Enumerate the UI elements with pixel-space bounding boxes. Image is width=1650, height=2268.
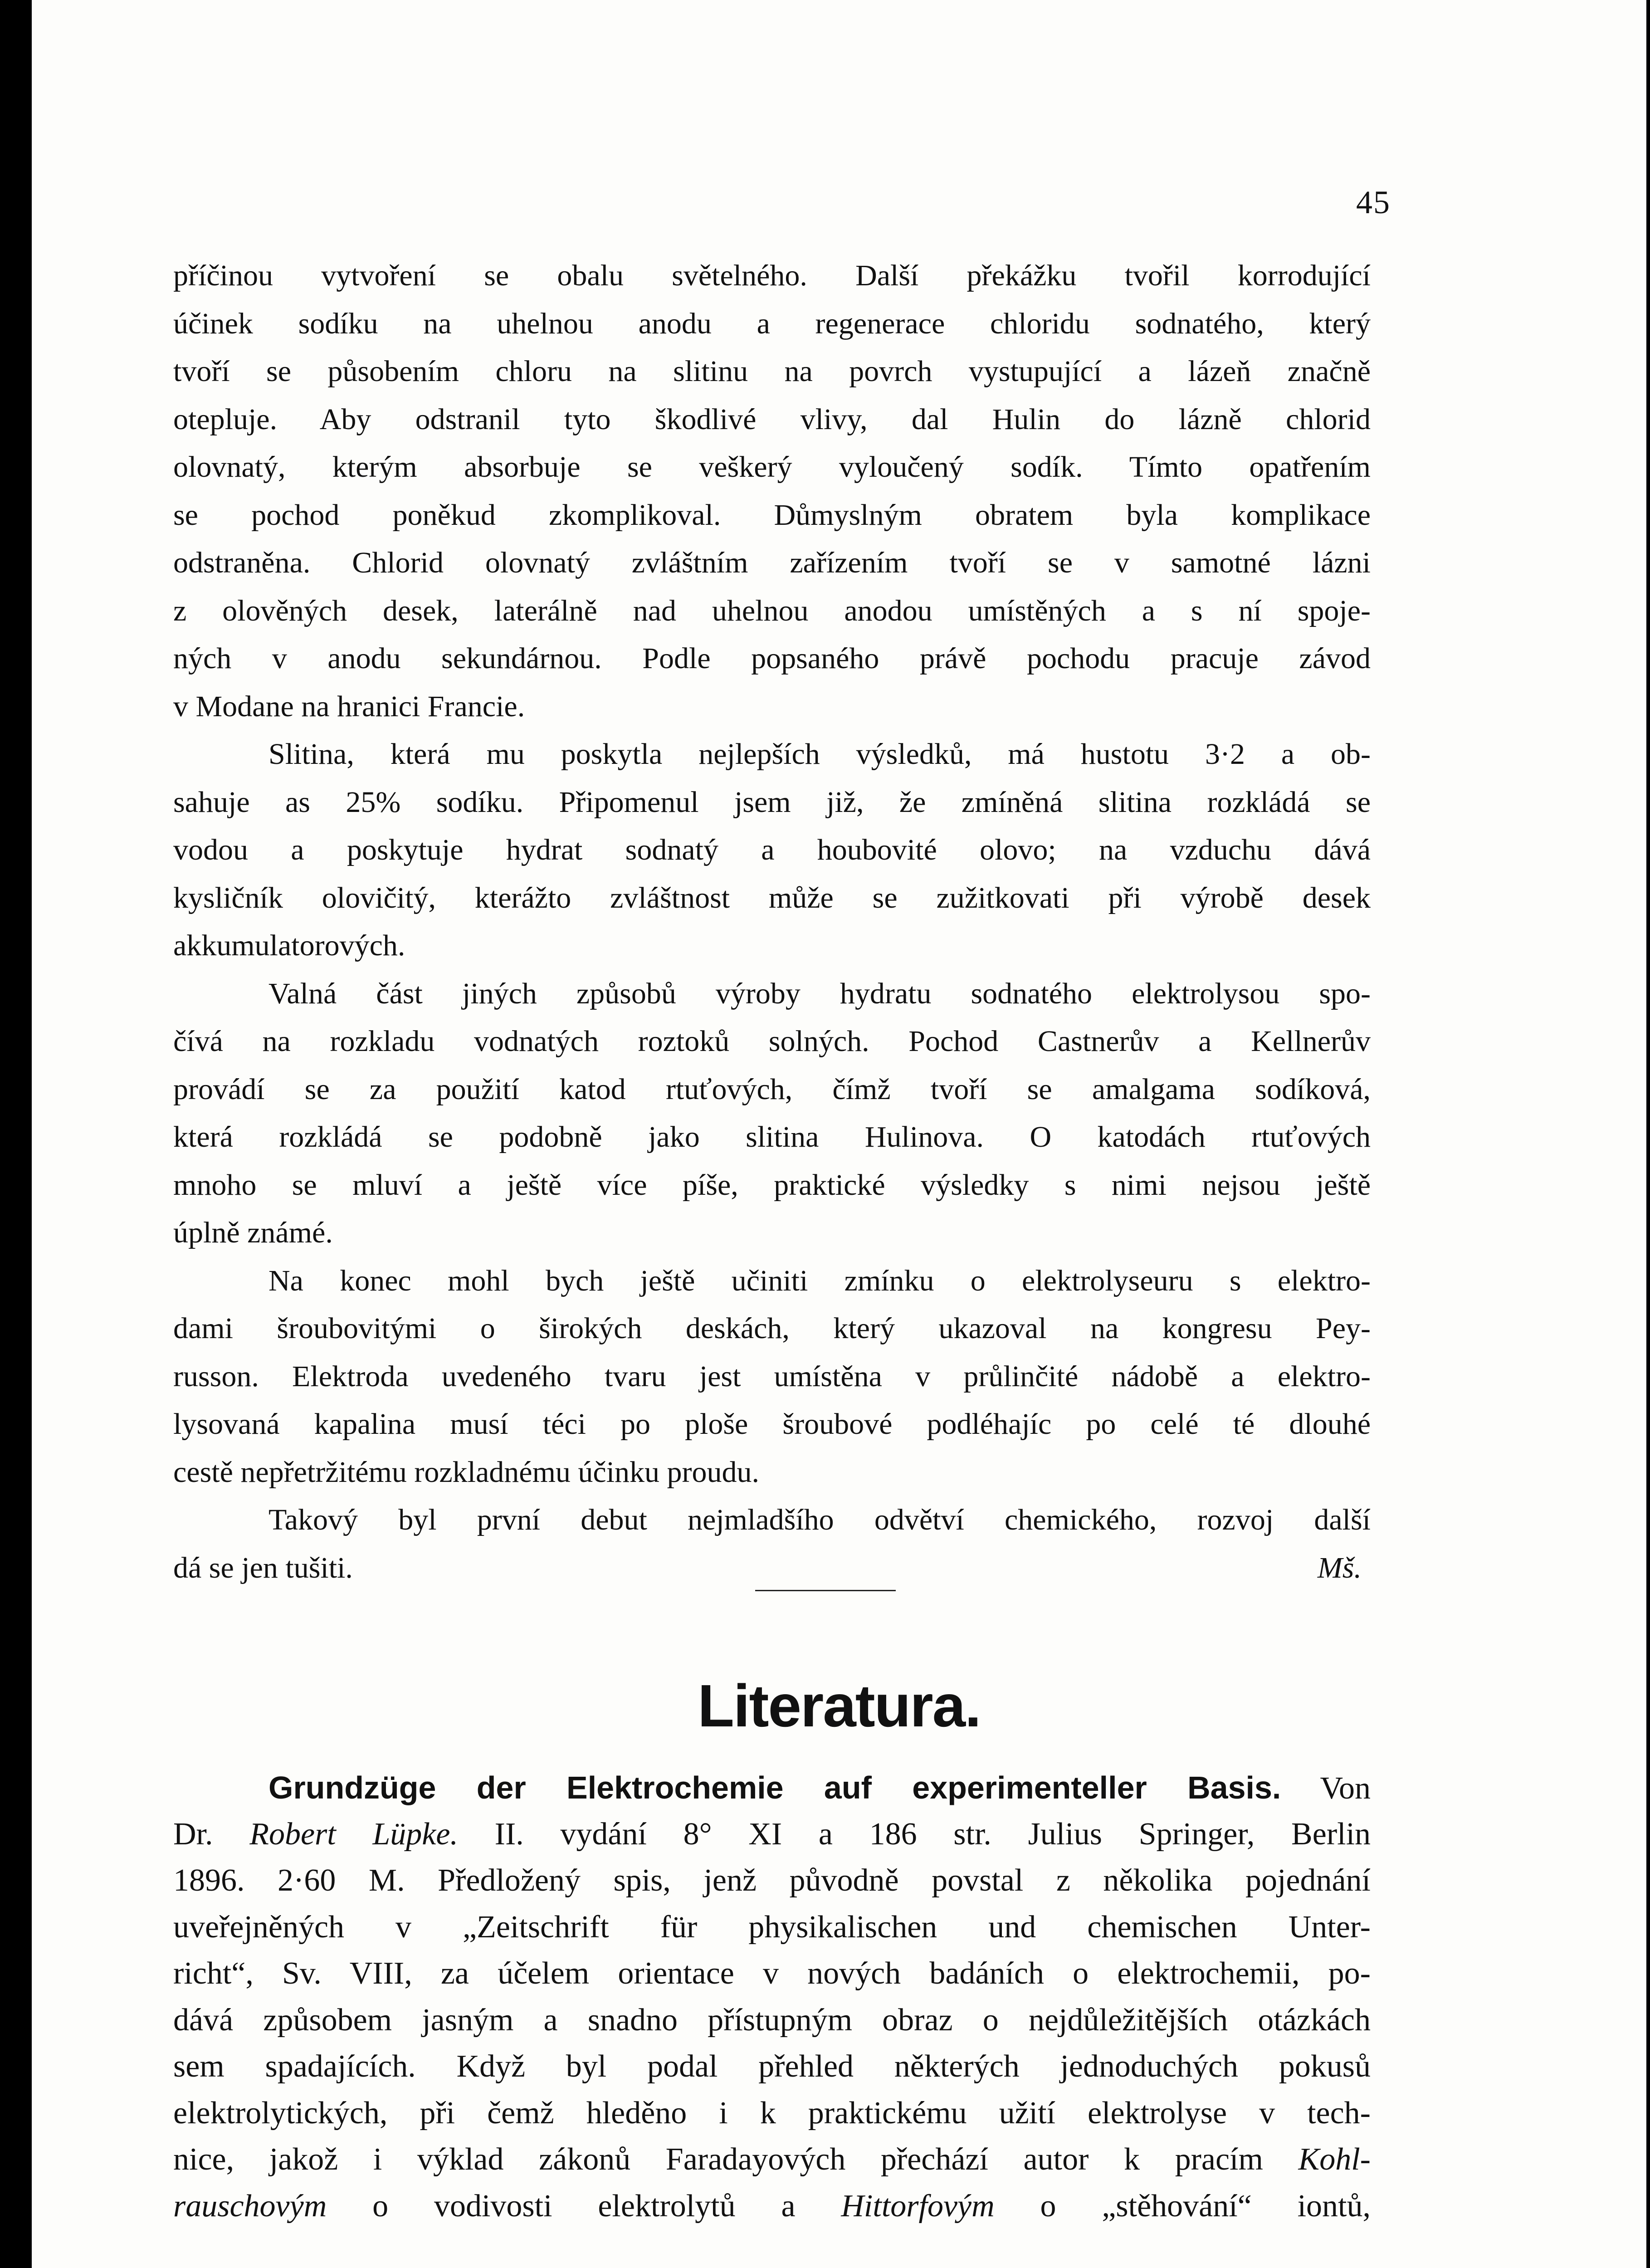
article-body <box>173 252 1371 1592</box>
document-page <box>32 0 1646 2268</box>
text-line: která rozkládá se podobně jako slitina Hulinova. O katodách rtuťových <box>173 1120 1371 1154</box>
text-segment: o „stěhování“ iontů, <box>1040 2188 1371 2224</box>
text-line: provádí se za použití katod rtuťových, čímž tvoří se amalgama sodíková, <box>173 1072 1371 1106</box>
review-title-tail: Von <box>1320 1771 1371 1806</box>
text-line: kysličník olovičitý, kterážto zvláštnost může se zužitkovati při výrobě desek <box>173 881 1371 914</box>
text-segment: o vodivosti elektrolytů a <box>372 2188 796 2224</box>
text-line: sahuje as 25% sodíku. Připomenul jsem již, že zmíněná slitina rozkládá se <box>173 785 1371 819</box>
publication-details: II. vydání 8° XI a 186 str. Julius Springer, Berlin <box>494 1816 1371 1852</box>
text-line: olovnatý, kterým absorbuje se veškerý vyloučený sodík. Tímto opatřením <box>173 450 1371 484</box>
page-number: 45 <box>1356 184 1391 220</box>
book-author: Robert Lüpke. <box>249 1816 458 1852</box>
text-line: akkumulatorových. <box>173 929 405 962</box>
book-title: Grundzüge der Elektrochemie auf experimenteller Basis. <box>268 1770 1281 1805</box>
text-line: Takový byl první debut nejmladšího odvětví chemického, rozvoj další <box>268 1503 1371 1536</box>
author-prefix: Dr. <box>173 1816 213 1852</box>
text-line <box>173 2183 1371 2230</box>
italic-name: Kohl- <box>1298 2142 1371 2177</box>
author-signature: Mš. <box>1317 1551 1362 1584</box>
text-line: se pochod poněkud zkomplikoval. Důmyslným obratem byla komplikace <box>173 498 1371 532</box>
text-line: příčinou vytvoření se obalu světelného. Další překážku tvořil korrodující <box>173 259 1371 292</box>
text-line: sem spadajících. Když byl podal přehled některých jednoduchých pokusů <box>173 2049 1371 2084</box>
italic-name: rauschovým <box>173 2188 327 2224</box>
section-heading: Literatura. <box>698 1672 981 1739</box>
book-review <box>173 1765 1371 2229</box>
text-segment: nice, jakož i výklad zákonů Faradayových přechází autor k pracím <box>173 2142 1263 2177</box>
text-line: mnoho se mluví a ještě více píše, praktické výsledky s nimi nejsou ještě <box>173 1168 1371 1202</box>
text-line: Valná část jiných způsobů výroby hydratu sodnatého elektrolysou spo- <box>268 977 1371 1010</box>
text-line: účinek sodíku na uhelnou anodu a regenerace chloridu sodnatého, který <box>173 307 1371 340</box>
italic-name: Hittorfovým <box>841 2188 995 2224</box>
text-line-content: dá se jen tušiti. <box>173 1551 353 1584</box>
text-line: úplně známé. <box>173 1216 333 1249</box>
text-line: uveřejněných v „Zeitschrift für physikalischen und chemischen Unter- <box>173 1909 1371 1945</box>
review-author-line <box>173 1811 1371 1858</box>
text-line: vodou a poskytuje hydrat sodnatý a houbovité olovo; na vzduchu dává <box>173 833 1371 866</box>
text-line: z olověných desek, laterálně nad uhelnou anodou umístěných a s ní spoje- <box>173 594 1371 627</box>
section-divider <box>755 1590 896 1591</box>
text-line <box>173 2136 1371 2183</box>
text-line: lysovaná kapalina musí téci po ploše šroubové podléhajíc po celé té dlouhé <box>173 1408 1371 1441</box>
text-line-with-signature <box>173 1544 1371 1592</box>
text-line: čívá na rozkladu vodnatých roztoků solných. Pochod Castnerův a Kellnerův <box>173 1025 1371 1058</box>
text-line: odstraněna. Chlorid olovnatý zvláštním zařízením tvoří se v samotné lázni <box>173 546 1371 579</box>
text-line: tvoří se působením chloru na slitinu na povrch vystupující a lázeň značně <box>173 355 1371 388</box>
text-line: russon. Elektroda uvedeného tvaru jest umístěna v průlinčité nádobě a elektro- <box>173 1359 1371 1393</box>
text-line: v Modane na hranici Francie. <box>173 689 525 723</box>
text-line: ných v anodu sekundárnou. Podle popsaného právě pochodu pracuje závod <box>173 642 1371 675</box>
text-line: otepluje. Aby odstranil tyto škodlivé vlivy, dal Hulin do lázně chlorid <box>173 402 1371 436</box>
text-line: dami šroubovitými o širokých deskách, který ukazoval na kongresu Pey- <box>173 1312 1371 1345</box>
review-title-line <box>173 1765 1371 1811</box>
text-line: 1896. 2·60 M. Předložený spis, jenž původně povstal z několika pojednání <box>173 1863 1371 1898</box>
text-line: richt“, Sv. VIII, za účelem orientace v nových badáních o elektrochemii, po- <box>173 1956 1371 1991</box>
text-line: Na konec mohl bych ještě učiniti zmínku o elektrolyseuru s elektro- <box>268 1264 1371 1297</box>
text-line: cestě nepřetržitému rozkladnému účinku proudu. <box>173 1455 760 1489</box>
text-line: dává způsobem jasným a snadno přístupným obraz o nejdůležitějších otázkách <box>173 2002 1371 2038</box>
text-line: elektrolytických, při čemž hleděno i k praktickému užití elektrolyse v tech- <box>173 2095 1371 2131</box>
text-line: Slitina, která mu poskytla nejlepších výsledků, má hustotu 3·2 a ob- <box>268 738 1371 771</box>
